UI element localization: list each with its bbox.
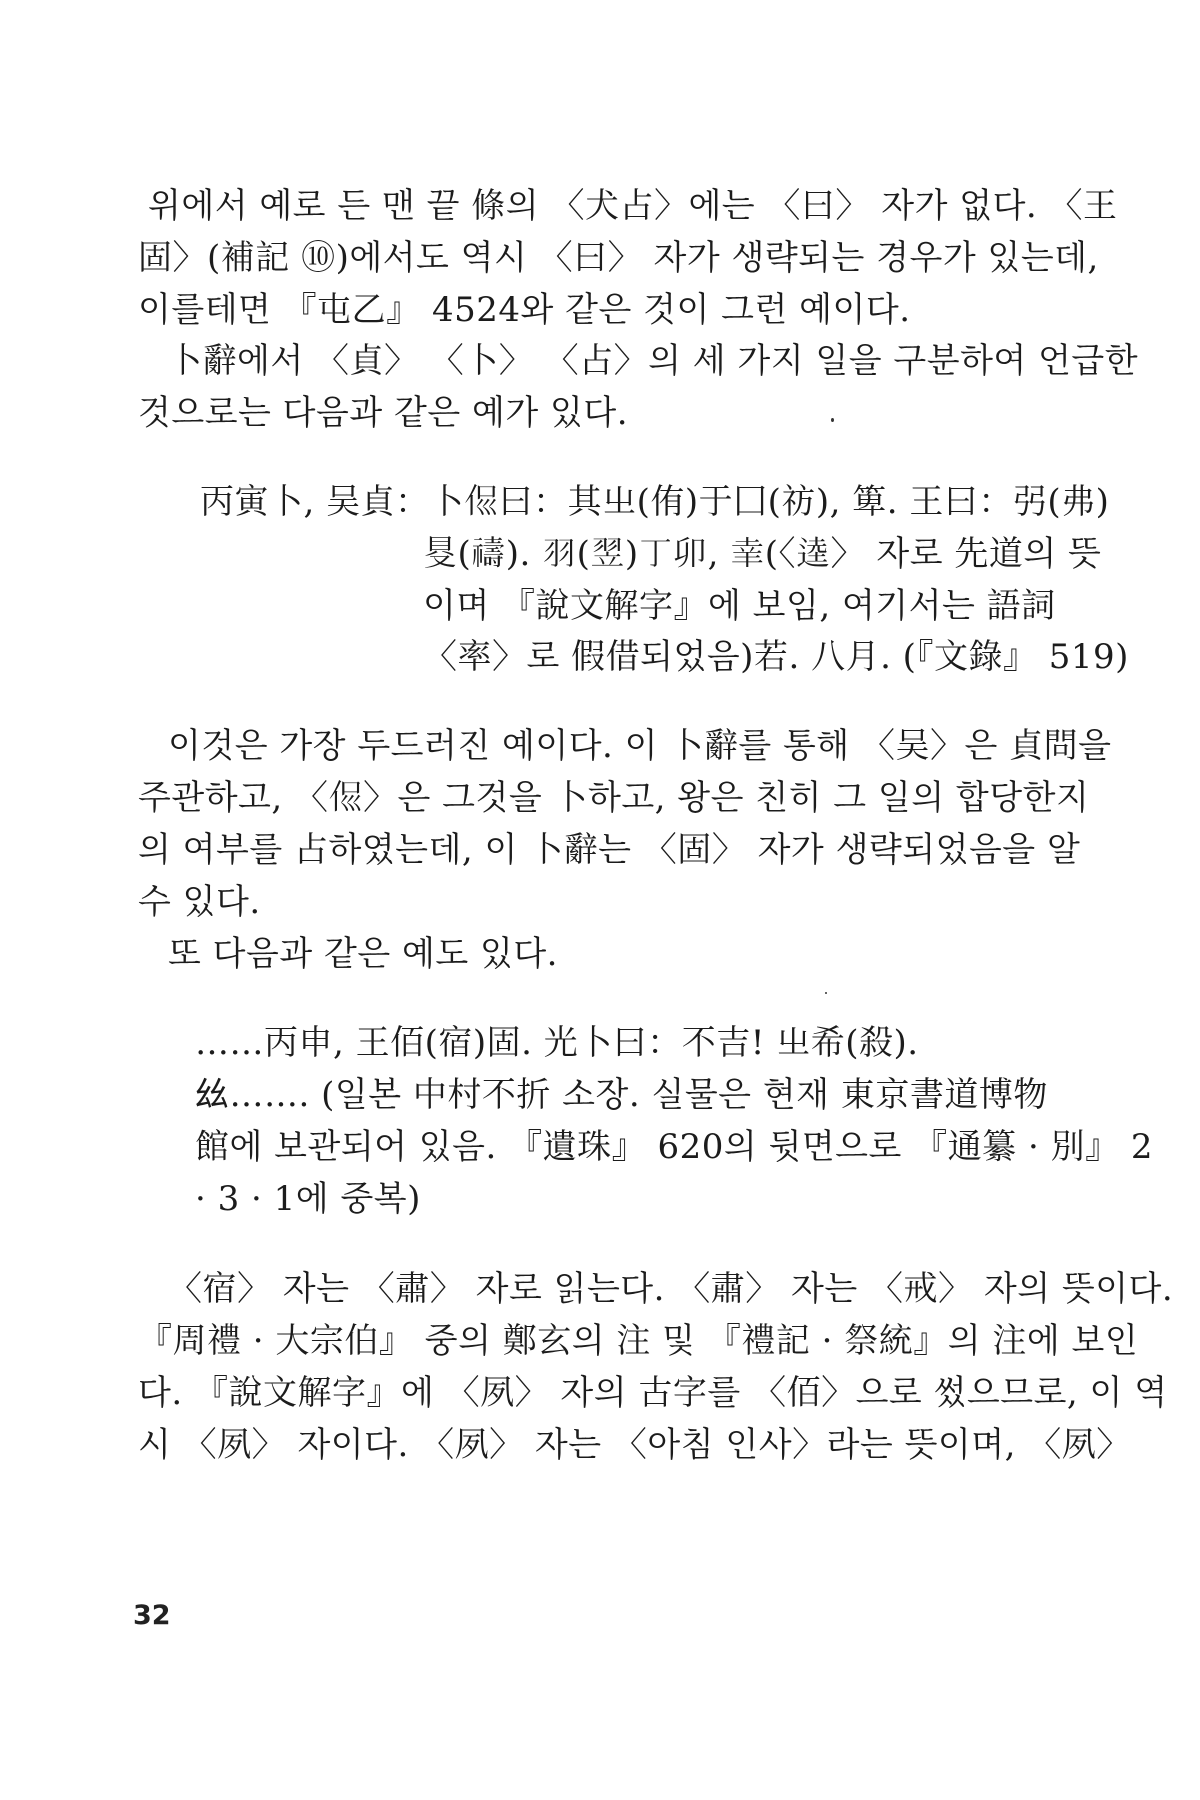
- quote-2-line-3: 館에 보관되어 있음. 『遺珠』 620의 뒷면으로 『通纂 · 別』 2: [195, 1127, 1154, 1167]
- paragraph-5-line-3: 다. 『說文解字』에 〈夙〉 자의 古字를 〈佰〉으로 썼으므로, 이 역: [138, 1373, 1168, 1413]
- paragraph-3-line-3: 의 여부를 占하였는데, 이 卜辭는 〈固〉 자가 생략되었음을 알: [138, 830, 1081, 870]
- paragraph-3-line-2: 주관하고, 〈𠈉〉은 그것을 卜하고, 왕은 친히 그 일의 합당한지: [138, 778, 1090, 818]
- quote-1-line-3: 이며 『說文解字』에 보임, 여기서는 語詞: [423, 586, 1056, 626]
- paragraph-3-line-1: 이것은 가장 두드러진 예이다. 이 卜辭를 통해 〈吴〉은 貞問을: [168, 726, 1112, 766]
- paragraph-1-line-3: 이를테면 『屯乙』 4524와 같은 것이 그런 예이다.: [138, 290, 911, 330]
- paragraph-4-line-1: 또 다음과 같은 예도 있다.: [168, 934, 558, 974]
- page-number: 32: [133, 1600, 171, 1631]
- scan-speck: [825, 992, 827, 994]
- quote-1-line-1: 丙寅卜, 吴貞：卜𠈉曰：其㞢(侑)于囗(祊), 箄. 王曰：弜(弗): [200, 482, 1110, 522]
- quote-2-line-1: ……丙申, 王佰(宿)固. 光卜曰：不吉! 㞢希(殺).: [195, 1023, 919, 1063]
- paragraph-5-line-1: 〈宿〉 자는 〈肅〉 자로 읽는다. 〈肅〉 자는 〈戒〉 자의 뜻이다.: [168, 1269, 1174, 1309]
- paragraph-5-line-2: 『周禮 · 大宗伯』 중의 鄭玄의 注 및 『禮記 · 祭統』의 注에 보인: [138, 1321, 1139, 1361]
- quote-2-line-2: 𢆶……. (일본 中村不折 소장. 실물은 현재 東京書道博物: [195, 1075, 1048, 1115]
- quote-2-line-4: · 3 · 1에 중복): [195, 1179, 421, 1219]
- paragraph-5-line-4: 시 〈夙〉 자이다. 〈夙〉 자는 〈아침 인사〉라는 뜻이며, 〈夙〉: [138, 1425, 1131, 1465]
- paragraph-3-line-4: 수 있다.: [138, 882, 261, 922]
- quote-1-line-2: 𠭁(禱). 羽(翌)丁卯, 𦍒(〈逵〉 자로 先道의 뜻: [423, 534, 1102, 574]
- paragraph-2-line-1: 卜辭에서 〈貞〉 〈卜〉 〈占〉의 세 가지 일을 구분하여 언급한: [168, 341, 1139, 381]
- paragraph-1-line-2: 固〉(補記 ⑩)에서도 역시 〈曰〉 자가 생략되는 경우가 있는데,: [138, 238, 1099, 278]
- paragraph-1-line-1: 위에서 예로 든 맨 끝 條의 〈犬占〉에는 〈曰〉 자가 없다. 〈王: [148, 186, 1118, 226]
- paragraph-2-line-2: 것으로는 다음과 같은 예가 있다.: [138, 393, 629, 433]
- quote-1-line-4: 〈率〉로 假借되었음)若. 八月. (『文錄』 519): [423, 637, 1129, 677]
- scan-speck: [831, 418, 834, 422]
